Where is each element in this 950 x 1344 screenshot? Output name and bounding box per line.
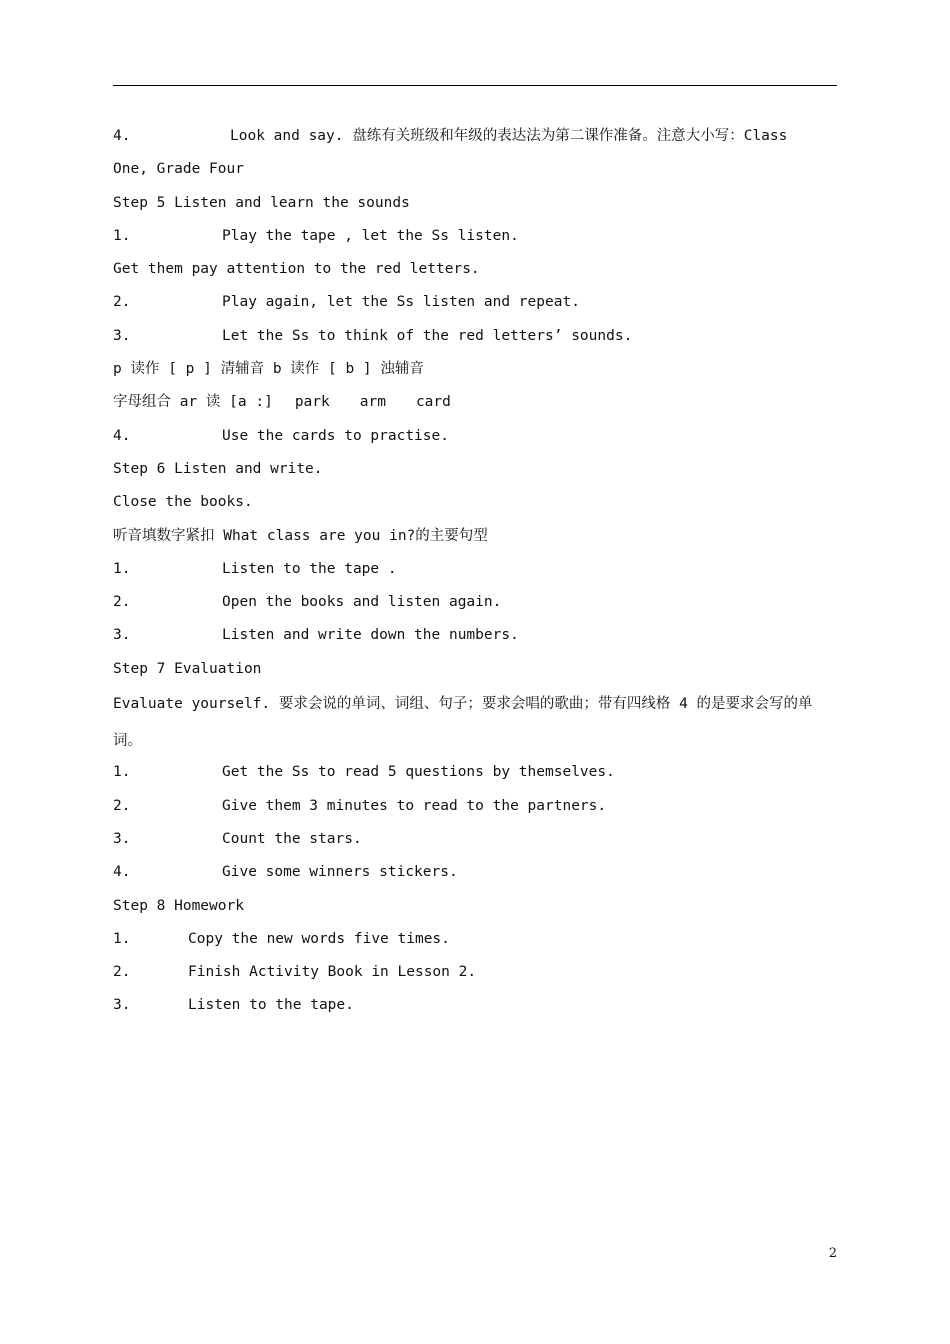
list-item <box>113 286 837 319</box>
step-heading: Step 5 Listen and learn the sounds <box>113 194 410 211</box>
page-number: 2 <box>828 1246 837 1261</box>
item-number: 4. <box>113 128 131 144</box>
item-text: Look and say. 盘练有关班级和年级的表达法为第二课作准备。注意大小写：Class <box>230 128 788 144</box>
item-text: Listen to the tape . <box>222 560 397 577</box>
item-number: 1. <box>113 560 131 577</box>
ar-prefix: 字母组合 ar 读 [a :] <box>113 394 273 411</box>
list-item <box>113 553 837 586</box>
sound-note <box>113 353 837 386</box>
header-rule <box>113 85 837 86</box>
ar-word: arm <box>359 394 386 411</box>
ar-word: park <box>294 394 330 411</box>
list-item <box>113 619 837 652</box>
item-text: Open the books and listen again. <box>222 594 502 611</box>
step-heading: Step 6 Listen and write. <box>113 460 323 477</box>
list-item <box>113 956 837 989</box>
list-item <box>113 923 837 956</box>
sound-b: b 读作 [ b ] 浊辅音 <box>272 361 424 378</box>
item-number: 2. <box>113 797 131 814</box>
ar-sound-note <box>113 386 837 419</box>
list-item <box>113 989 837 1022</box>
item-number: 2. <box>113 594 131 611</box>
item-text: Give them 3 minutes to read to the partners. <box>222 797 607 814</box>
list-item <box>113 220 837 253</box>
list-item <box>113 120 837 153</box>
step-note: 听音填数字紧扣 What class are you in?的主要句型 <box>113 527 488 544</box>
item-number: 1. <box>113 764 131 781</box>
item-text: Play the tape , let the Ss listen. <box>222 227 519 244</box>
item-text-continued: One, Grade Four <box>113 161 244 178</box>
sound-p: p 读作 [ p ] 清辅音 <box>113 361 265 378</box>
list-item <box>113 856 837 889</box>
list-item <box>113 790 837 823</box>
list-item <box>113 756 837 789</box>
item-number: 2. <box>113 294 131 311</box>
item-number: 3. <box>113 997 131 1014</box>
list-item <box>113 823 837 856</box>
item-number: 4. <box>113 427 131 444</box>
item-text: Listen and write down the numbers. <box>222 627 519 644</box>
item-text: Get the Ss to read 5 questions by themselves. <box>222 764 615 781</box>
list-item <box>113 320 837 353</box>
step-note: Get them pay attention to the red letters. <box>113 261 480 278</box>
item-text: Use the cards to practise. <box>222 427 449 444</box>
item-text: Copy the new words five times. <box>188 930 450 947</box>
step-heading: Step 8 Homework <box>113 897 244 914</box>
item-text: Count the stars. <box>222 830 362 847</box>
list-item <box>113 586 837 619</box>
item-number: 4. <box>113 864 131 881</box>
step-note: Evaluate yourself. 要求会说的单词、词组、句子；要求会唱的歌曲；带有四线格 4 的是要求会写的单词。 <box>113 696 813 750</box>
item-text: Finish Activity Book in Lesson 2. <box>188 964 477 981</box>
document-body <box>113 120 837 1023</box>
step-note: Close the books. <box>113 494 253 511</box>
item-text: Give some winners stickers. <box>222 864 458 881</box>
list-item <box>113 420 837 453</box>
item-number: 2. <box>113 964 131 981</box>
ar-word: card <box>415 394 451 411</box>
item-number: 1. <box>113 227 131 244</box>
item-number: 3. <box>113 627 131 644</box>
item-text: Play again, let the Ss listen and repeat. <box>222 294 580 311</box>
item-text: Listen to the tape. <box>188 997 354 1014</box>
item-number: 3. <box>113 830 131 847</box>
step-heading: Step 7 Evaluation <box>113 660 262 677</box>
item-number: 1. <box>113 930 131 947</box>
item-number: 3. <box>113 327 131 344</box>
item-text: Let the Ss to think of the red letters’ sounds. <box>222 327 633 344</box>
